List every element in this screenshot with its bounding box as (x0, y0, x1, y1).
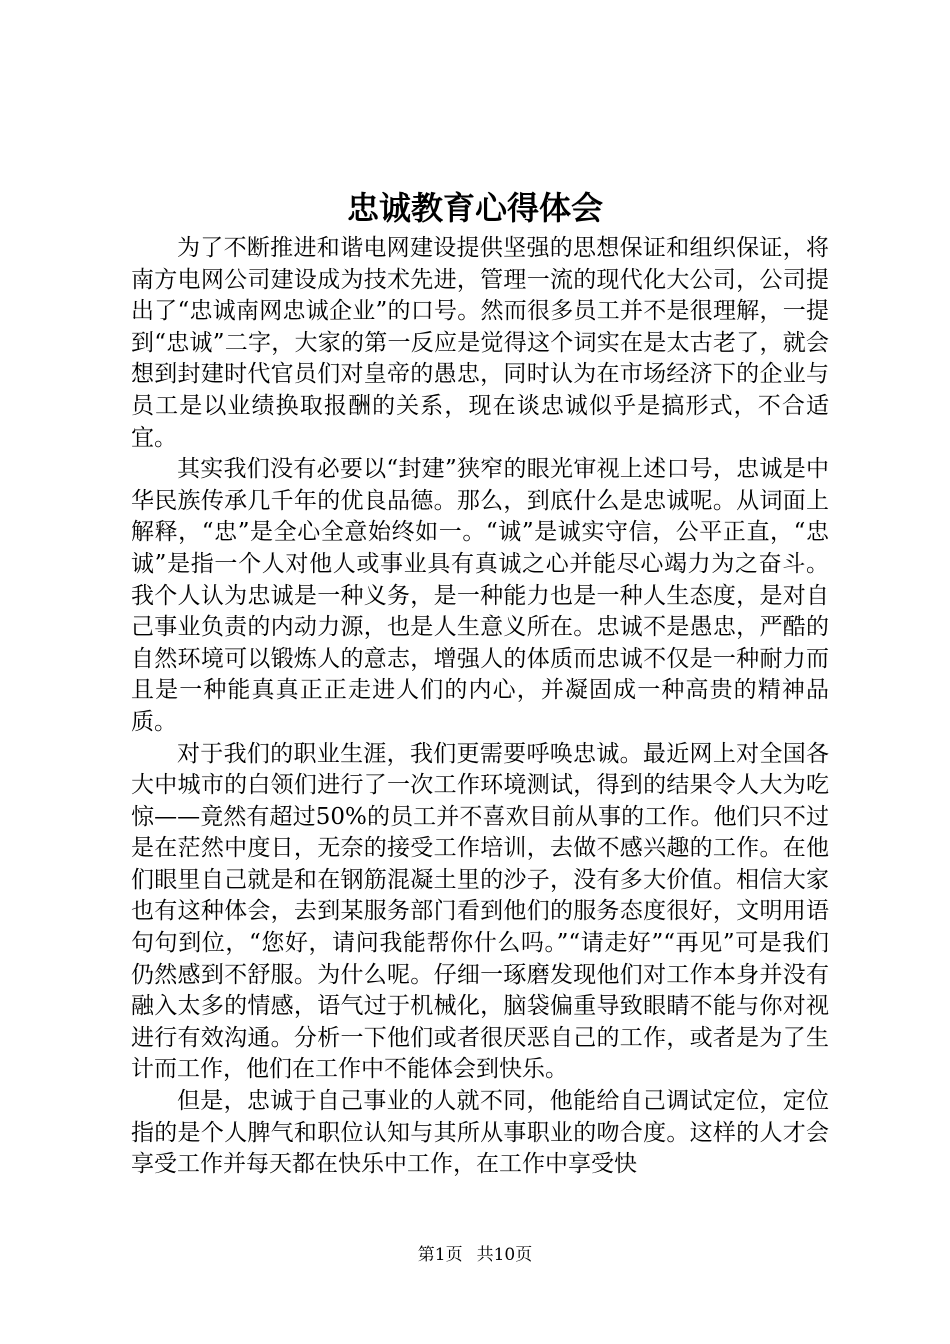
paragraph: 为了不断推进和谐电网建设提供坚强的思想保证和组织保证，将南方电网公司建设成为技术先进，管理一流的现代化大公司，公司提出了“忠诚南网忠诚企业”的口号。然而很多员工并不是很理解，一提到“忠诚”二字，大家的第一反应是觉得这个词实在是太古老了，就会想到封建时代官员们对皇帝的愚忠，同时认为在市场经济下的企业与员工是以业绩换取报酬的关系，现在谈忠诚似乎是搞形式，不合适宜。 (131, 235, 829, 451)
paragraph: 其实我们没有必要以“封建”狭窄的眼光审视上述口号，忠诚是中华民族传承几千年的优良品德。那么，到底什么是忠诚呢。从词面上解释，“忠”是全心全意始终如一。“诚”是诚实守信，公平正直，“忠诚”是指一个人对他人或事业具有真诚之心并能尽心竭力为之奋斗。我个人认为忠诚是一种义务，是一种能力也是一种人生态度，是对自己事业负责的内动力源，也是人生意义所在。忠诚不是愚忠，严酷的自然环境可以锻炼人的意志，增强人的体质而忠诚不仅是一种耐力而且是一种能真真正正走进人们的内心，并凝固成一种高贵的精神品质。 (131, 456, 829, 735)
document-title: 忠诚教育心得体会 (346, 189, 603, 227)
document-body (131, 233, 829, 1181)
page-total: 共10页 (476, 1245, 533, 1265)
paragraph: 对于我们的职业生涯，我们更需要呼唤忠诚。最近网上对全国各大中城市的白领们进行了一次工作环境测试，得到的结果令人大为吃惊——竟然有超过50%的员工并不喜欢目前从事的工作。他们只不过是在茫然中度日，无奈的接受工作培训，去做不感兴趣的工作。在他们眼里自己就是和在钢筋混凝土里的沙子，没有多大价值。相信大家也有这种体会，去到某服务部门看到他们的服务态度很好，文明用语句句到位，“您好，请问我能帮你什么吗。”“请走好”“再见”可是我们仍然感到不舒服。为什么呢。仔细一琢磨发现他们对工作本身并没有融入太多的情感，语气过于机械化，脑袋偏重导致眼睛不能与你对视进行有效沟通。分析一下他们或者很厌恶自己的工作，或者是为了生计而工作，他们在工作中不能体会到快乐。 (131, 740, 829, 1083)
page-number: 第1页 (417, 1245, 463, 1265)
page-footer (0, 1243, 950, 1267)
paragraph: 但是，忠诚于自己事业的人就不同，他能给自己调试定位，定位指的是个人脾气和职位认知与其所从事职业的吻合度。这样的人才会享受工作并每天都在快乐中工作，在工作中享受快 (131, 1088, 829, 1178)
